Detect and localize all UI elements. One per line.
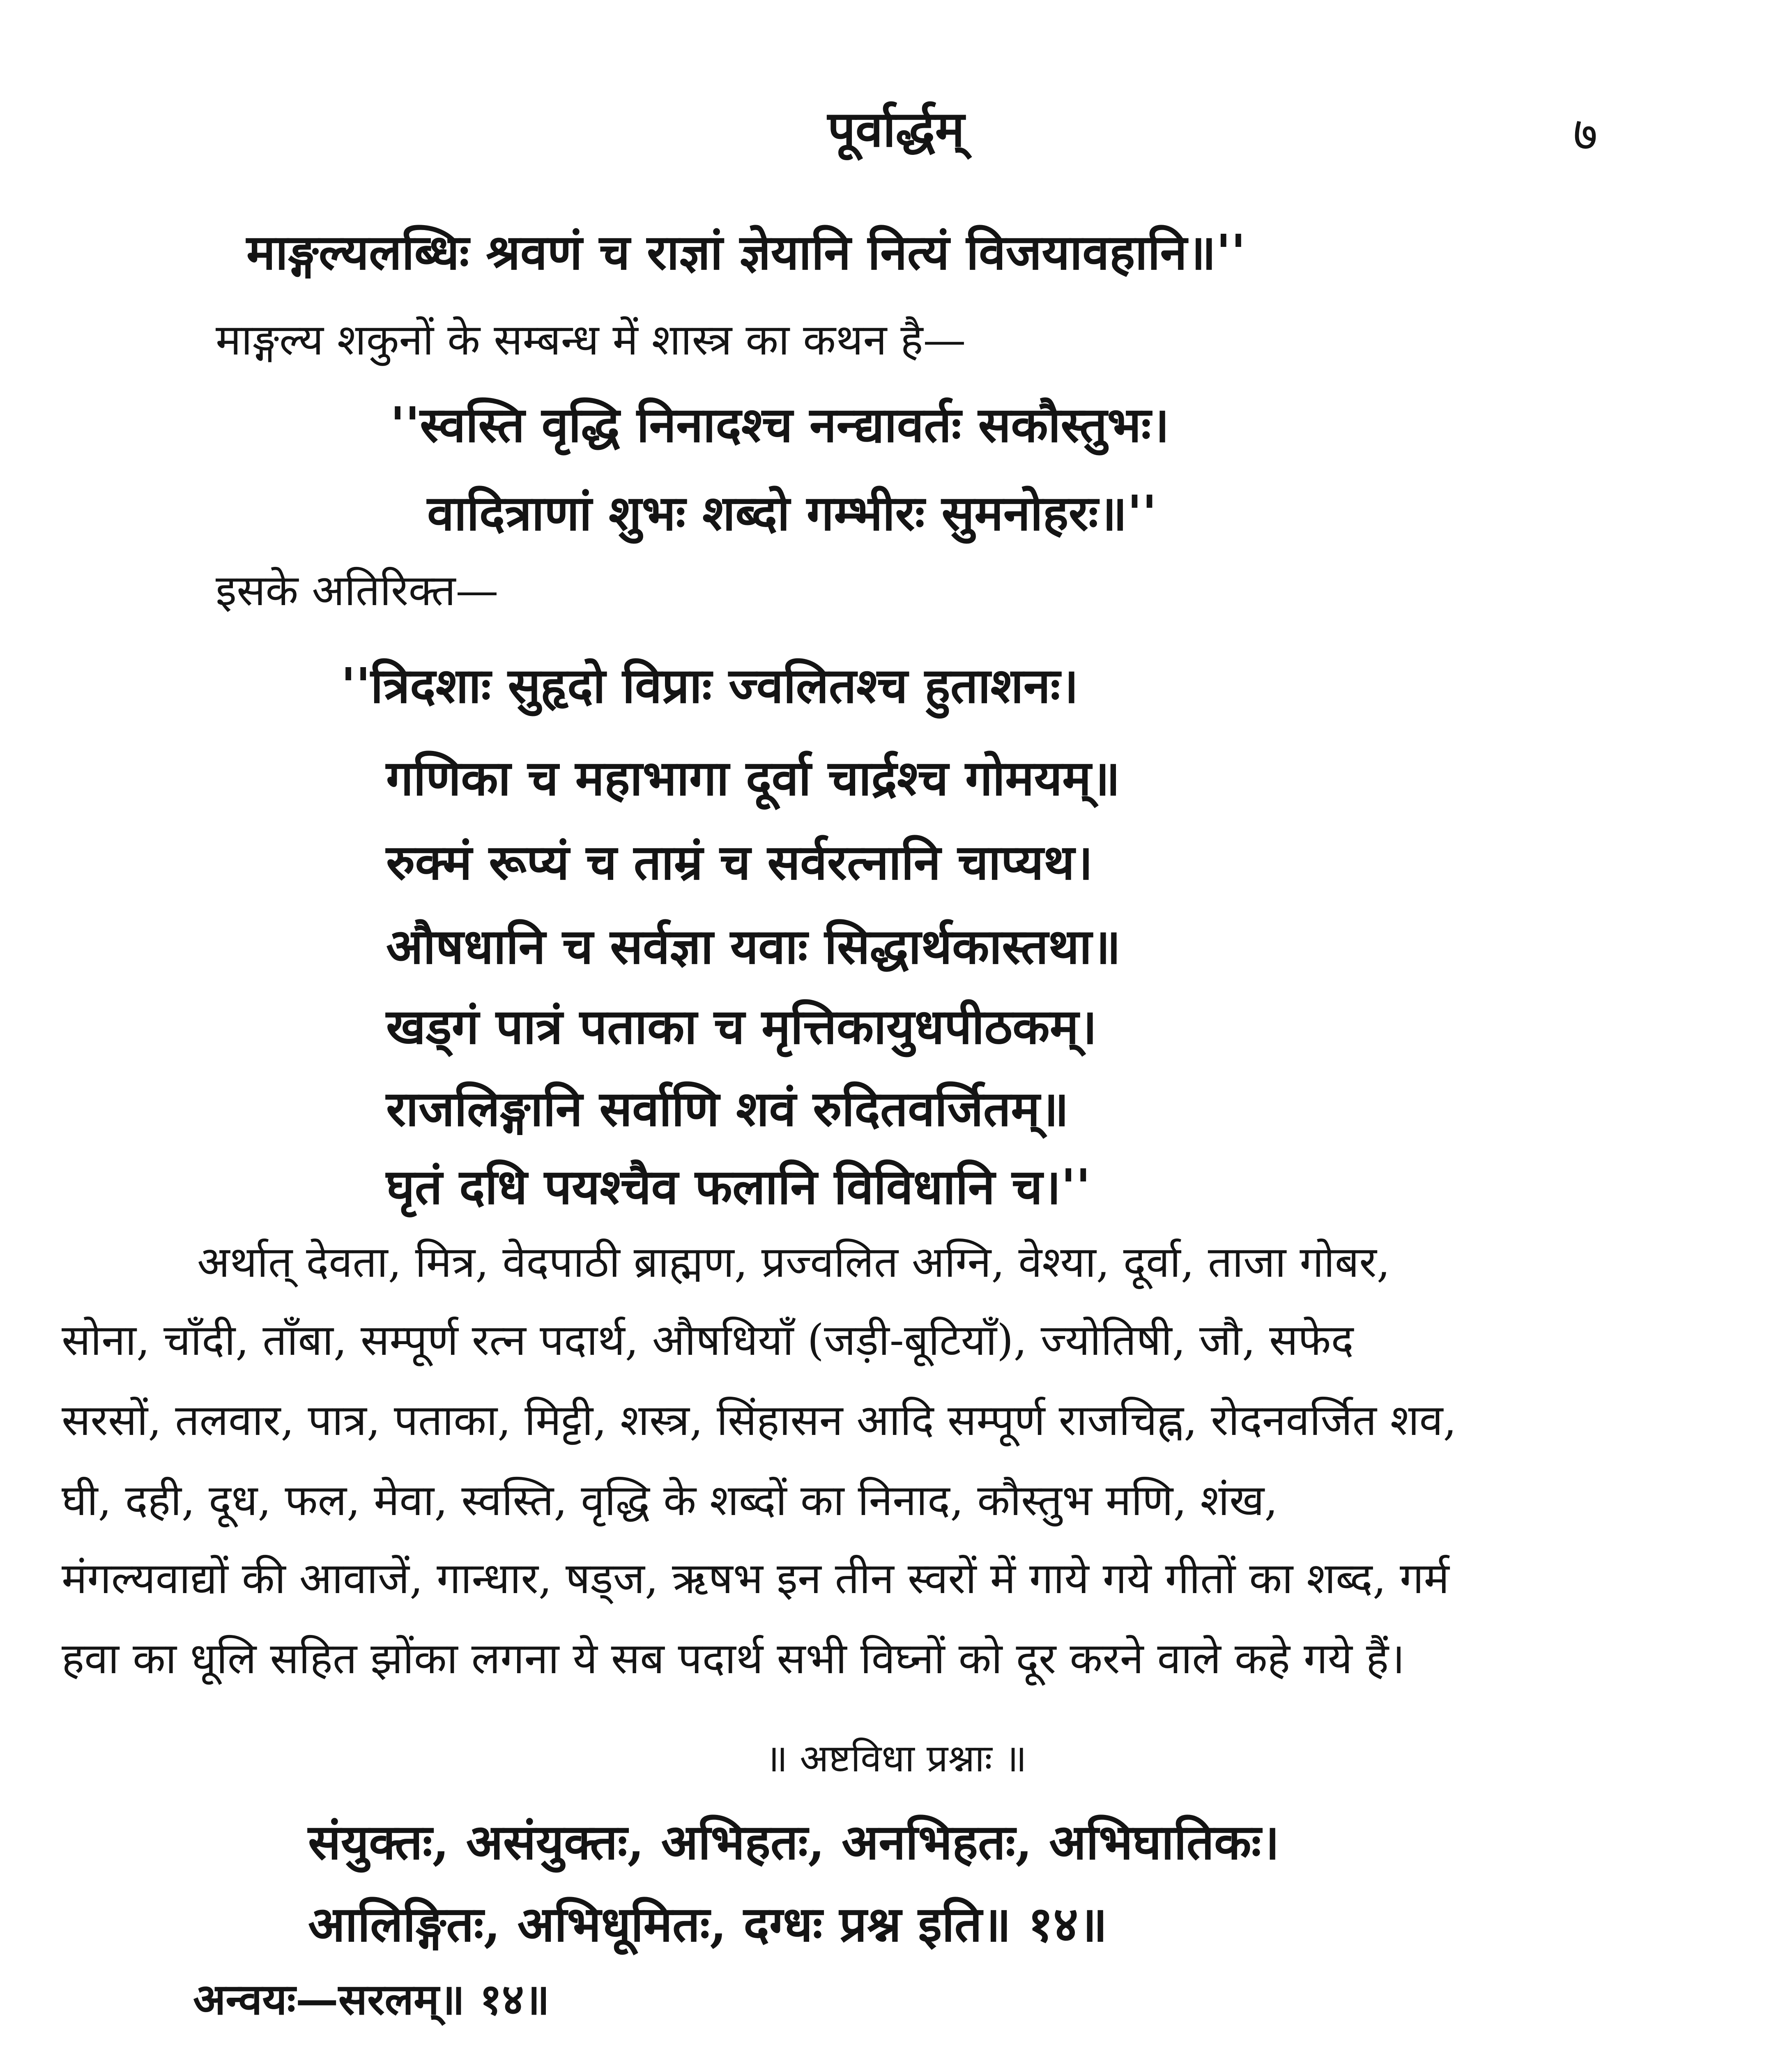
paragraph-line-6: हवा का धूलि सहित झोंका लगना ये सब पदार्थ सभी विघ्नों को दूर करने वाले कहे गये हैं।	[62, 1633, 1405, 1683]
verse-line-8: खड्गं पात्रं पताका च मृत्तिकायुधपीठकम्।	[386, 998, 1097, 1055]
body-line-2: इसके अतिरिक्त—	[216, 565, 499, 615]
verse-line-4: ''त्रिदशाः सुहृदो विप्राः ज्वलितश्च हुताशनः।	[341, 657, 1079, 714]
verse-line-6: रुक्मं रूप्यं च ताम्रं च सर्वरत्नानि चाप्यथ।	[386, 834, 1093, 891]
paragraph-line-3: सरसों, तलवार, पात्र, पताका, मिट्टी, शस्त्र, सिंहासन आदि सम्पूर्ण राजचिह्न, रोदनवर्जित शव,	[62, 1395, 1457, 1445]
verse-line-5: गणिका च महाभागा दूर्वा चार्द्रश्च गोमयम्॥	[386, 749, 1120, 806]
verse-line-11: संयुक्तः, असंयुक्तः, अभिहतः, अनभिहतः, अभिघातिकः।	[308, 1813, 1280, 1870]
verse-line-3: वादित्राणां शुभः शब्दो गम्भीरः सुमनोहरः॥''	[427, 484, 1157, 541]
verse-line-2: ''स्वस्ति वृद्धि निनादश्च नन्द्यावर्तः सकौस्तुभः।	[390, 396, 1170, 453]
paragraph-line-4: घी, दही, दूध, फल, मेवा, स्वस्ति, वृद्धि के शब्दों का निनाद, कौस्तुभ मणि, शंख,	[62, 1475, 1278, 1525]
anvaya-line-14: अन्वयः—सरलम्॥ १४॥	[193, 1974, 550, 2024]
verse-line-12: आलिङ्गितः, अभिधूमितः, दग्धः प्रश्न इति॥ १४॥	[308, 1895, 1108, 1953]
verse-line-10: घृतं दधि पयश्चैव फलानि विविधानि च।''	[386, 1158, 1091, 1215]
verse-line-9: राजलिङ्गानि सर्वाणि शवं रुदितवर्जितम्॥	[386, 1080, 1069, 1137]
page-title: पूर्वार्द्धम्	[827, 100, 965, 158]
body-line-1: माङ्गल्य शकुनों के सम्बन्ध में शास्त्र का कथन है—	[216, 315, 966, 365]
verse-line-7: औषधानि च सर्वज्ञा यवाः सिद्धार्थकास्तथा॥	[386, 918, 1121, 975]
page-number: ७	[1573, 107, 1598, 162]
paragraph-line-5: मंगल्यवाद्यों की आवाजें, गान्धार, षड्ज, ऋषभ इन तीन स्वरों में गाये गये गीतों का शब्द, गर्म	[62, 1553, 1449, 1603]
section-title-ashtavidha: ॥ अष्टविधा प्रश्नाः ॥	[765, 1736, 1027, 1780]
verse-line-1: माङ्गल्यलब्धिः श्रवणं च राज्ञां ज्ञेयानि नित्यं विजयावहानि॥''	[246, 223, 1246, 281]
paragraph-line-1: अर्थात् देवता, मित्र, वेदपाठी ब्राह्मण, प्रज्वलित अग्नि, वेश्या, दूर्वा, ताजा गोबर,	[197, 1237, 1390, 1287]
paragraph-line-2: सोना, चाँदी, ताँबा, सम्पूर्ण रत्न पदार्थ, औषधियाँ (जड़ी-बूटियाँ), ज्योतिषी, जौ, सफेद	[62, 1315, 1354, 1365]
